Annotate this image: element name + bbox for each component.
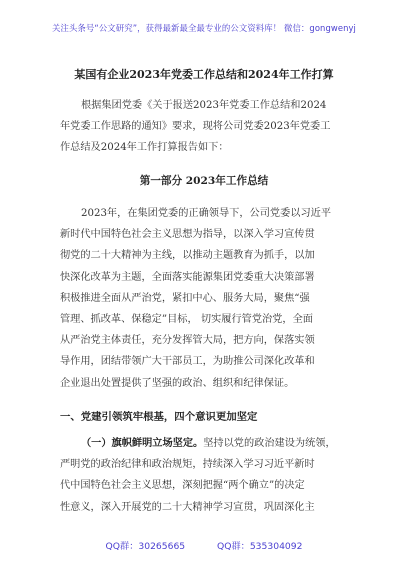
document-title: 某国有企业2023年党委工作总结和2024年工作打算 (74, 68, 334, 81)
intro-line: 作总结及2024年工作打算报告如下： (60, 142, 229, 154)
footer-qq-group-1: QQ群：30265665 (105, 541, 186, 552)
item1-line: 代中国特色社会主义思想，深刻把握“两个确立”的决定 (60, 480, 305, 492)
summary-line: 2023年，在集团党委的正确领导下，公司党委以习近平 (81, 208, 332, 219)
footer-qq-group-2: QQ群：535304092 (217, 541, 303, 552)
summary-line: 导作用，团结带领广大干部员工，为助推公司深化改革和 (60, 356, 315, 368)
item1-first-line (60, 433, 360, 454)
summary-line: 企业退出处置提供了坚强的政治、组织和纪律保证。 (60, 377, 295, 389)
summary-line: 快深化改革为主题，全面落实能源集团党委重大决策部署 (60, 271, 315, 283)
summary-line: 管理、抓改革、保稳定”目标， 切实履行管党治党，全面 (60, 314, 313, 326)
summary-line: 新时代中国特色社会主义思想为指导，以深入学习宣传贯 (60, 229, 315, 241)
summary-line: 彻党的二十大精神为主线，以推动主题教育为抓手，以加 (60, 250, 315, 262)
section-heading: 第一部分 2023年工作总结 (139, 175, 269, 187)
intro-line: 年党委工作思路的通知》要求，现将公司党委2023年党委工 (60, 121, 331, 133)
item1-first-line-rest: 坚持以党的政治建设为统领， (203, 438, 336, 449)
intro-paragraph (60, 95, 360, 159)
summary-line: 积极推进全面从严治党，紧扣中心、服务大局，聚焦“强 (60, 292, 310, 304)
summary-paragraph (60, 203, 360, 394)
item1-lead: （一）旗帜鲜明立场坚定。 (81, 437, 204, 449)
sub-heading: 一、党建引领筑牢根基，四个意识更加坚定 (60, 411, 258, 423)
item1-line: 严明党的政治纪律和政治规矩，持续深入学习习近平新时 (60, 459, 315, 471)
footer-contacts (0, 538, 408, 552)
item1-line: 性意义，深入开展党的二十大精神学习宣贯，巩固深化主 (60, 501, 315, 513)
promo-banner: 关注头条号“公文研究”，获得最新最全最专业的公文资料库！ 微信：gongwenyj (52, 23, 356, 33)
intro-line: 根据集团党委《关于报送2023年党委工作总结和2024 (81, 100, 327, 111)
summary-line: 从严治党主体责任，充分发挥管大局，把方向，保落实领 (60, 335, 315, 347)
item1-paragraph (60, 433, 360, 518)
